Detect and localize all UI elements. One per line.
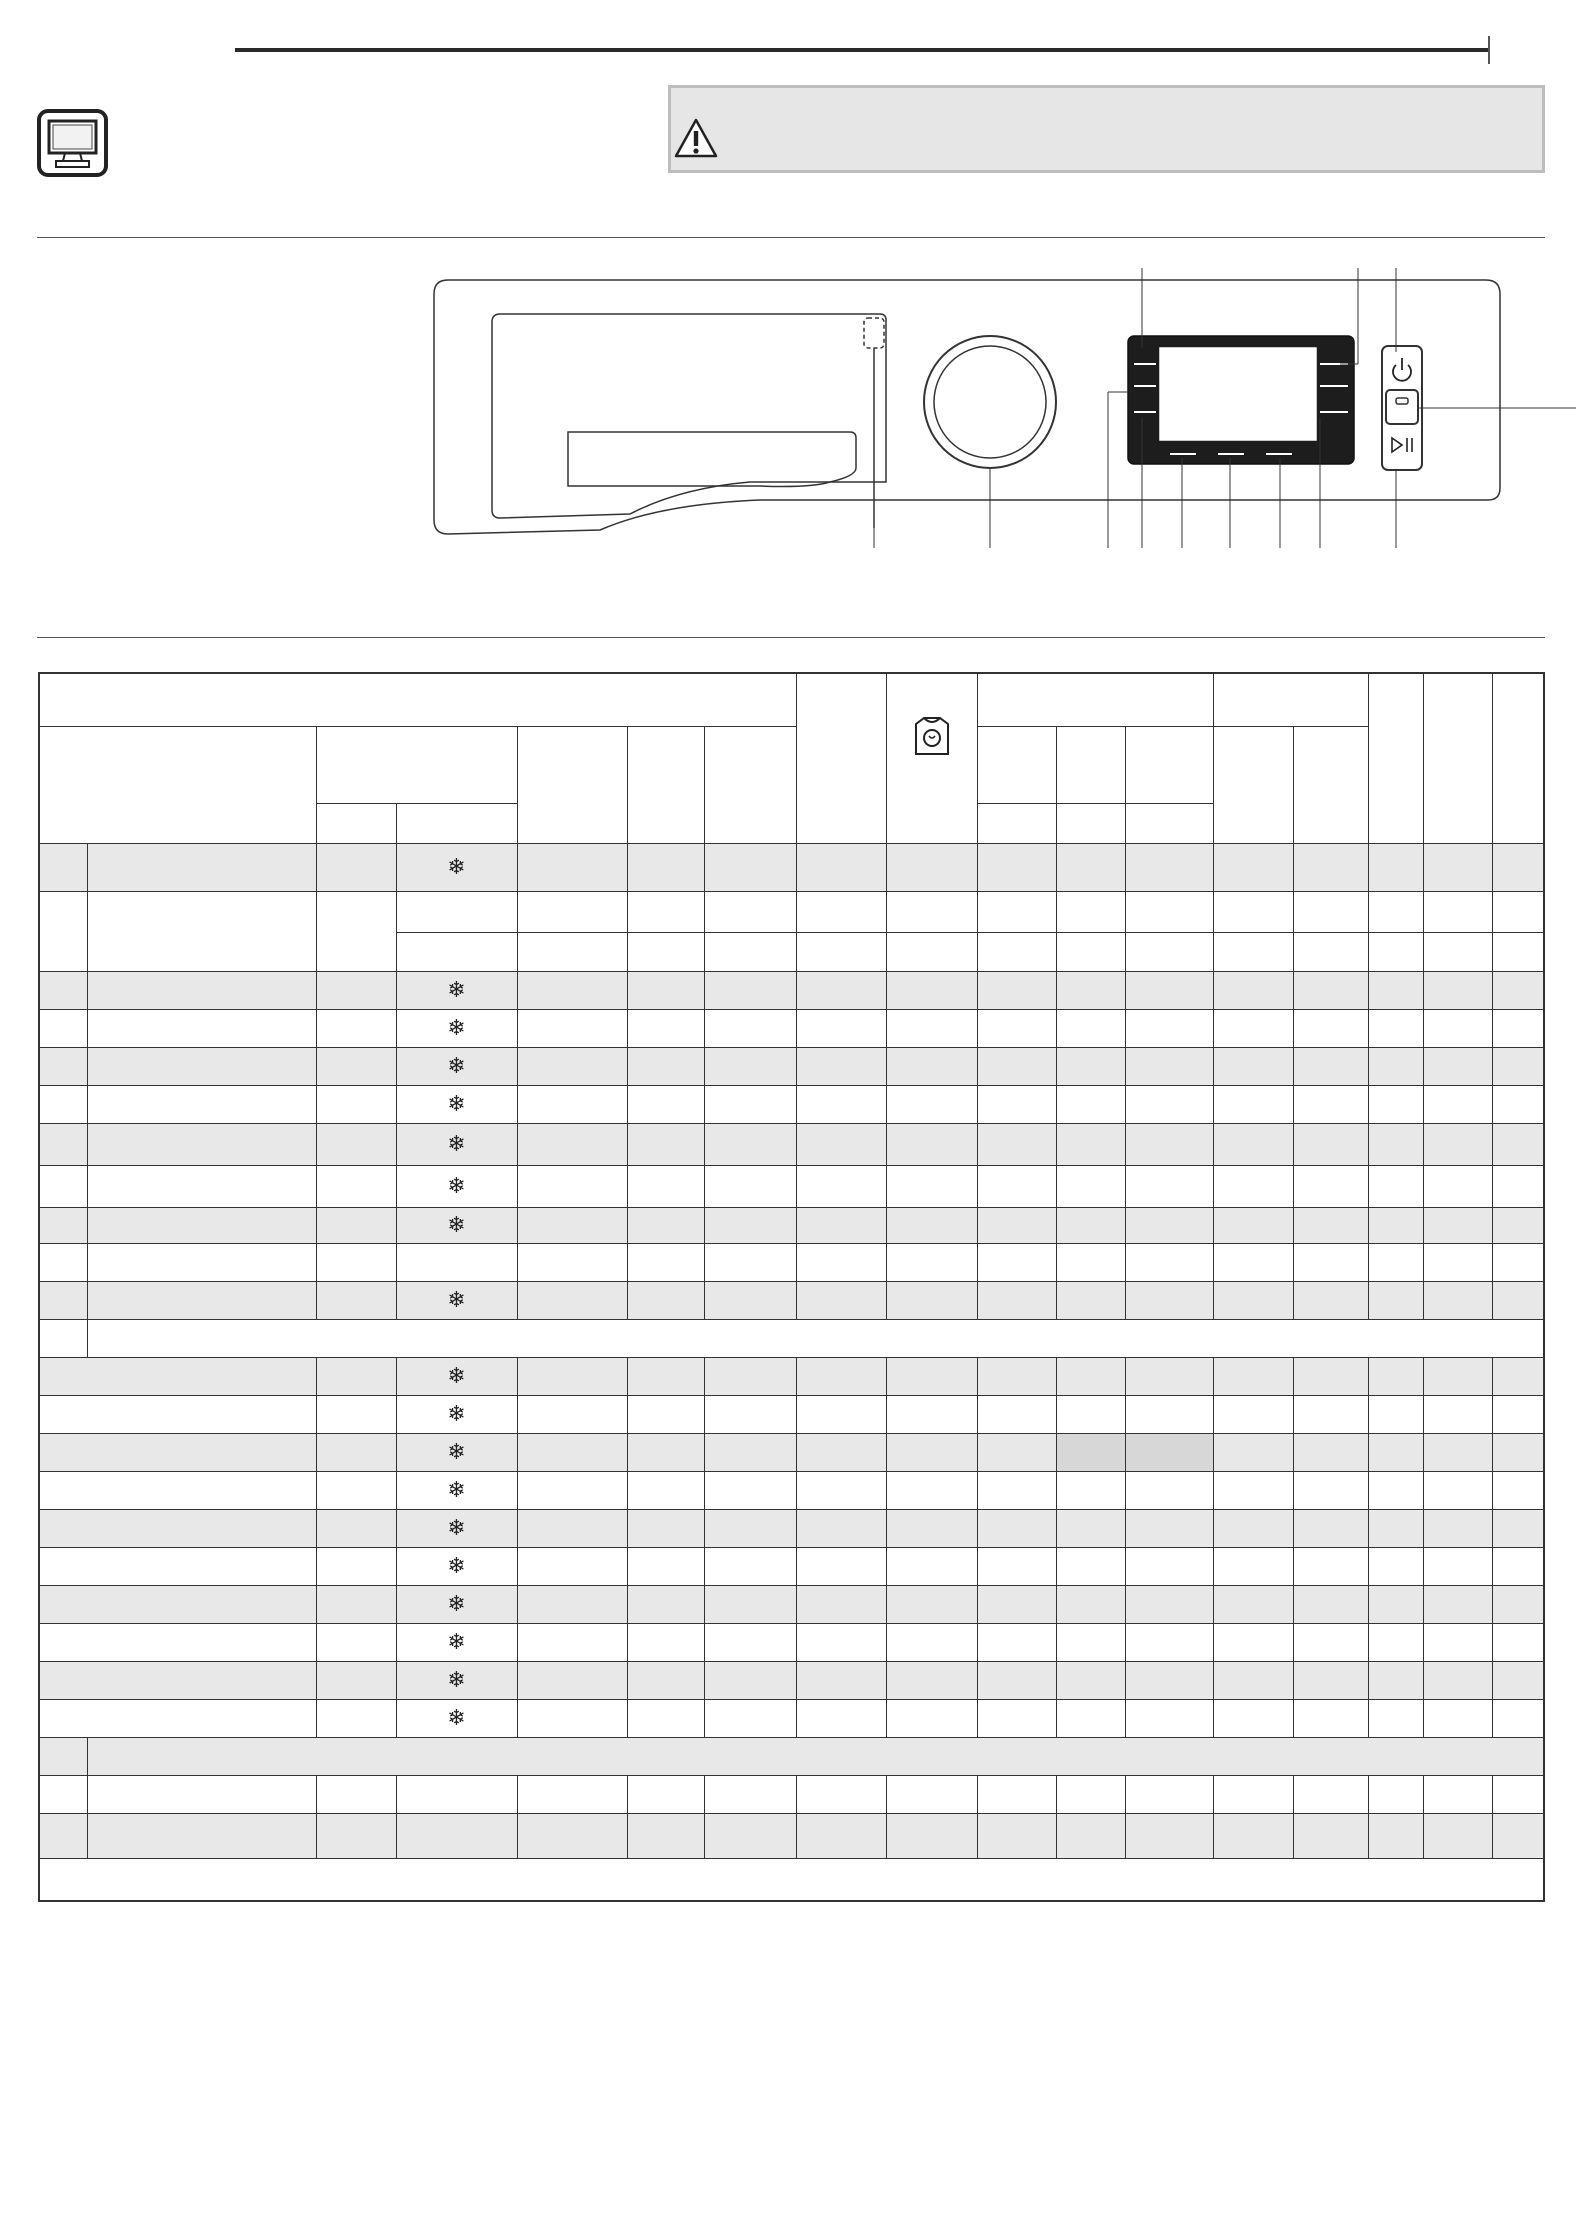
- program-dial: [924, 336, 1056, 468]
- table-row: [39, 891, 1544, 932]
- table-row: [39, 971, 1544, 1009]
- detergent-drawer: [492, 314, 886, 518]
- header-cell: [977, 726, 1056, 803]
- header-cell: [1056, 726, 1125, 803]
- table-row: [39, 1661, 1544, 1699]
- warning-box: [668, 85, 1545, 173]
- table-row: [39, 1085, 1544, 1123]
- table-row: [39, 1281, 1544, 1319]
- header-cell: [977, 803, 1056, 843]
- table-group-row: [39, 1737, 1544, 1775]
- table-row: [39, 1395, 1544, 1433]
- snowflake-icon: ❄: [447, 1212, 466, 1237]
- snowflake-icon: ❄: [447, 1173, 466, 1198]
- table-row: [39, 1623, 1544, 1661]
- snowflake-icon: ❄: [447, 1553, 466, 1578]
- header-cell: [977, 673, 1213, 726]
- snowflake-icon: ❄: [447, 1667, 466, 1692]
- table-row: [39, 1509, 1544, 1547]
- snowflake-icon: ❄: [447, 1705, 466, 1730]
- snowflake-icon: ❄: [447, 1439, 466, 1464]
- snowflake-icon: ❄: [447, 1131, 466, 1156]
- table-row: [39, 1813, 1544, 1858]
- snowflake-icon: ❄: [447, 1015, 466, 1040]
- section-rule-1: [37, 237, 1545, 238]
- header-cell: [1423, 673, 1492, 843]
- table-row: [39, 1471, 1544, 1509]
- table-row: [39, 1009, 1544, 1047]
- header-cell: [1293, 726, 1368, 843]
- header-cell: [1056, 803, 1125, 843]
- table-row: [39, 1207, 1544, 1243]
- snowflake-icon: ❄: [447, 1287, 466, 1312]
- table-group-row: [39, 1319, 1544, 1357]
- header-cell: [627, 726, 704, 843]
- table-row: [39, 1585, 1544, 1623]
- snowflake-icon: ❄: [447, 1363, 466, 1388]
- steam-shirt-icon: [910, 714, 954, 758]
- header-cell: [1368, 673, 1423, 843]
- table-row: [39, 1547, 1544, 1585]
- snowflake-icon: ❄: [447, 1591, 466, 1616]
- snowflake-icon: ❄: [447, 977, 466, 1002]
- start-pause-icon: [1392, 438, 1412, 452]
- header-cell: [39, 726, 316, 843]
- header-cell: [316, 803, 396, 843]
- header-cell: [1213, 726, 1293, 843]
- table-footnote-row: [39, 1858, 1544, 1901]
- programme-table: [38, 672, 1545, 1902]
- power-icon: [1393, 358, 1411, 381]
- header-cell: [1213, 673, 1368, 726]
- header-cell: [396, 803, 517, 843]
- table-header-row: [39, 726, 1544, 803]
- snowflake-icon: ❄: [447, 854, 466, 879]
- header-rule: [235, 48, 1488, 52]
- snowflake-icon: ❄: [447, 1477, 466, 1502]
- header-rule-tick: [1488, 36, 1490, 64]
- header-cell: [1492, 673, 1544, 843]
- header-cell: [39, 673, 796, 726]
- table-row: [39, 1123, 1544, 1165]
- monitor-icon: [37, 109, 108, 177]
- table-footnote: [39, 1858, 1544, 1901]
- snowflake-icon: ❄: [447, 1091, 466, 1116]
- table-row: [39, 1357, 1544, 1395]
- table-row: [39, 1775, 1544, 1813]
- snowflake-icon: ❄: [447, 1629, 466, 1654]
- display-screen: [1160, 348, 1316, 440]
- header-cell: [796, 673, 886, 843]
- snowflake-icon: ❄: [447, 1515, 466, 1540]
- drawer-handle: [864, 318, 884, 348]
- washing-machine-control-panel: [420, 268, 1576, 548]
- table-row: [39, 1243, 1544, 1281]
- table-header-row: [39, 673, 1544, 726]
- header-cell: [316, 726, 517, 803]
- table-row: [39, 1047, 1544, 1085]
- table-row: [39, 1699, 1544, 1737]
- group-label: [87, 1737, 1544, 1775]
- header-cell: [704, 726, 796, 843]
- table-row: [39, 1165, 1544, 1207]
- header-cell: [1125, 726, 1213, 803]
- snowflake-icon: ❄: [447, 1401, 466, 1426]
- header-cell: [886, 673, 977, 843]
- table-row: [39, 843, 1544, 891]
- section-rule-2: [37, 637, 1545, 638]
- header-cell: [517, 726, 627, 843]
- table-row: [39, 1433, 1544, 1471]
- header-cell: [1125, 803, 1213, 843]
- warning-triangle-icon: [672, 114, 720, 162]
- snowflake-icon: ❄: [447, 1053, 466, 1078]
- group-label: [87, 1319, 1544, 1357]
